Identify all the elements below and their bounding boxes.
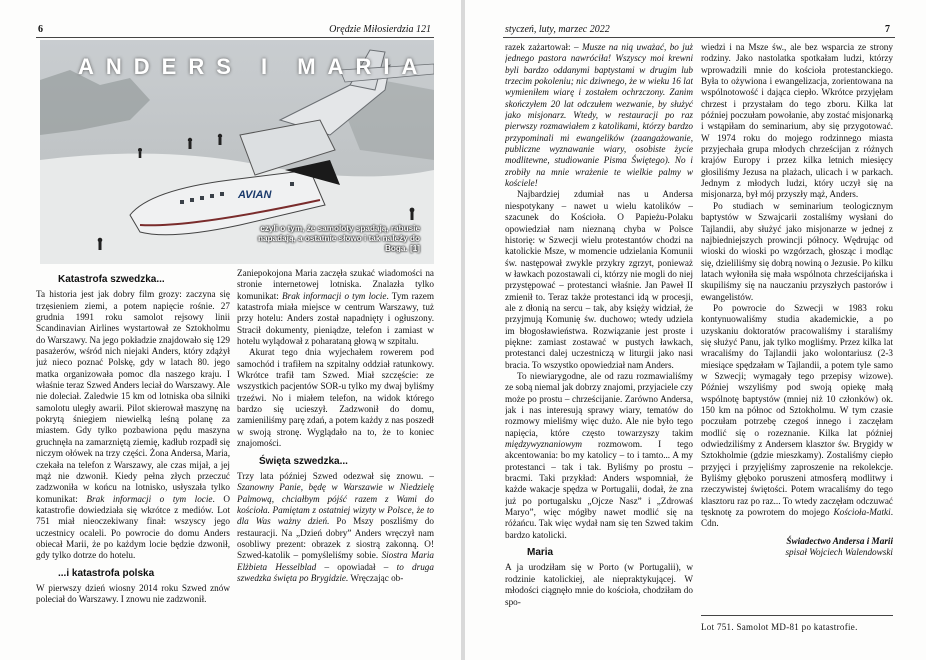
paragraph: Trzy lata później Szwed odezwał się znowu. – Szanowny Panie, będę w Warszawie w Niedzielę Palmową, chciałbym pójść razem z Wami do kościoła. Pamiętam z ostatniej wizyty w Polsce, że to dla Was ważny dzień. Po Mszy poszliśmy do restauracji. Na „Dzień dobry” Anders wręczył nam osobliwy prezent: obrazek z siostrą zakonną. O! Szwed-katolik – pomyśleliśmy sobie. Siostra Maria Elżbieta Hesselblad – opowiadał – to druga szwedzka święta po Brygidzie. Wręczając ob- — [237, 470, 434, 583]
left-column-2 — [237, 268, 434, 643]
paragraph: Po studiach w seminarium teologicznym baptystów w Szwajcarii zostaliśmy wysłani do Tajlandii, aby służyć jako misjonarze w jednej z najbiedniejszych prowincji północy. Wędrując od wioski do wioski po wzgórzach, głosząc i modląc się, dzieliliśmy się dobrą nowiną o Jezusie. Po kilku latach wyłoniła się mała wspólnota chrześcijańska i skupiliśmy się na nauczaniu przyszłych pastorów i ewangelistów. — [701, 200, 893, 302]
paragraph: Po powrocie do Szwecji w 1983 roku kontynuowaliśmy studia akademickie, a po uzyskaniu doktoratów pracowaliśmy i staraliśmy się służyć Panu, jak tylko mogliśmy. Przez kilka lat wracaliśmy do Tajlandii jako wolontariusz (2-3 miesiące spędzałam w Tajlandii, a potem tyle samo w Szwecji; wymagały tego przepisy wizowe). Później wszyliśmy pod swoją opiekę małą wspólnotę baptystów (mniej niż 10 członków) ok. 150 km na północ od Sztokholmu. W tym czasie poczułam potrzebę czegoś innego i zaczęłam modlić się o rozeznanie. Kilka lat później odwiedziliśmy z Andersem klasztor św. Brygidy w Sztokholmie (gdzie mieszkamy). Zostaliśmy ciepło przyjęci i przyjęliśmy zaproszenie na rekolekcje. Byliśmy głęboko poruszeni atmosferą modlitwy i rzeczywistej świętości. Potem wracaliśmy do tego klasztoru raz po raz... To wtedy zaczęłam odczuwać tęsknotę za powrotem do mojego Kościoła-Matki. Cdn. — [701, 302, 893, 529]
page-number: 7 — [885, 24, 890, 35]
left-page — [0, 0, 461, 660]
section-heading: Katastrofa szwedzka... — [58, 274, 165, 285]
left-column-1 — [36, 268, 230, 643]
paragraph: A ja urodziłam się w Porto (w Portugalii), w rodzinie katolickiej, ale niepraktykującej. W młodości ciągnęło mnie do kościoła, chodziłam do spo- — [505, 562, 693, 607]
paragraph: razek zażartował: – Musze na nią uważać, bo już jednego pastora nawróciła! Wszyscy moi krewni byli bardzo oddanymi baptystami w drugim lub trzecim pokoleniu; nic dziwnego, że w wieku 16 lat wymieniłem wiarę i zostałem ochrzczony. Zanim skończyłem 20 lat odczułem wezwanie, by służyć jako misjonarz. Wtedy, w restauracji po raz pierwszy rozmawiałem z katolikami, którzy bardzo przypominali mi ewangelików (zaangażowanie, publiczne wyznawanie wiary, osobiste życie modlitewne, studiowanie Pisma Świętego). No i zrobiły na mnie wrażenie te wielkie palmy w kościele! — [505, 42, 693, 189]
crash-photo — [40, 40, 434, 264]
paragraph: To niewiarygodne, ale od razu rozmawialiśmy ze sobą niemal jak dobrzy znajomi, przyjaciele czy może po prostu – chrześcijanie. Zarówno Andersa, jak i nas interesują sprawy wiary, tematów do rozmowy mieliśmy więc dużo. Ale nie było tego napięcia, które często towarzyszy takim międzywyznaniowym rozmowom. I tego akcentowania: bo my katolicy – to i tamto... A my protestanci – tak i tak. Byliśmy po prostu – bracmi. Taki przykład: Anders wspomniał, że każde wakacje spędza w Portugalii, dodał, że zna już po portugalsku „Ojcze Nasz” i „Zdrowaś Maryo”, więc mógłby nawet modlić się na różańcu. Tak więc wydał nam się ten Szwed takim bardzo katolicki. — [505, 370, 693, 540]
running-header: Orędzie Miłosierdzia 121 — [329, 24, 431, 35]
paragraph: Zaniepokojona Maria zaczęła szukać wiadomości na stronie internetowej lotniska. Znalazła tylko komunikat: Brak informacji o tym locie. Tym razem katastrofa miała miejsce w centrum Warszawy, tuż przy hotelu: Anders został napadnięty i ogłuszony. Stracił dokumenty, pieniądze, telefon i zamiast w hotelu wylądował z poharataną głową w szpitalu. — [237, 268, 434, 347]
right-column-1 — [505, 42, 693, 622]
article-title: ANDERS I MARIA — [78, 54, 430, 79]
signature: Świadectwo Andersa i Marii spisał Wojciech Walendowski — [785, 535, 893, 558]
right-page — [465, 0, 926, 660]
paragraph: wiedzi i na Msze św., ale bez wsparcia ze strony rodziny. Jako nastolatka spotkałam ludzi, którzy wprowadzili mnie do kościoła protestanckiego. Była to ożywiona i ewangelizacja, zorientowana na wspólnotowość i dająca ciepło. Wkrótce przyjęłam chrzest i przystałam do tego zboru. Kilka lat później poczułam powołanie, aby zostać misjonarką i wstąpiłam do seminarium, aby się przygotować. W 1974 roku do mojego rodzinnego miasta przyjechała grupa młodych chrześcijan z różnych krajów Europy i przez kilka letnich miesięcy głosiliśmy Jezusa na plażach, ulicach i w parkach. Jednym z młodych ludzi, który uczył się na misjonarza, był mój przyszły mąż, Anders. — [701, 42, 893, 200]
paragraph: Najbardziej zdumiał nas u Andersa niespotykany – nawet u wielu katolików – szacunek do Kościoła. O Papieżu-Polaku opowiedział nam nieznaną chyba w Polsce historię: w Szwecji wielu protestantów chodzi na katolickie Msze, w momencie udzielania Komunii św. następował zwykle przykry zgrzyt, ponieważ w ławkach pozostawali ci, którzy nie mogli do niej przystępować – protestanci właśnie. Jan Paweł II zmienił to. Teraz także protestanci idą w procesji, ale z dłonią na sercu – tak, aby księży widział, że przyjmują Komunię św. duchowo; wtedy udziela im błogosławieństwa. Rozwiązanie jest proste i piękne: zamiast zostawać w pustych ławkach, protestanci dalej uczestniczą w liturgii jako nasi bracia. To wszystko opowiedział nam Anders. — [505, 189, 693, 370]
right-column-2 — [701, 42, 893, 607]
airline-logo: AVIAN — [238, 189, 272, 201]
photo-footnote: Lot 751. Samolot MD-81 po katastrofie. — [701, 615, 893, 632]
running-header: styczeń, luty, marzec 2022 — [505, 24, 610, 35]
section-heading: ...i katastrofa polska — [58, 567, 155, 579]
header-rule — [503, 37, 895, 38]
section-heading: Maria — [527, 547, 554, 559]
paragraph: Ta historia jest jak dobry film grozy: zaczyna się trzęsieniem ziemi, a potem napięcie rośnie. 27 grudnia 1991 roku samolot rejsowy linii Scandinavian Airlines wystartował ze Sztokholmu do Warszawy. Na jego pokładzie znajdowało się 129 pasażerów, wśród nich niejaki Anders, który zdążył już nieco poznać Polskę, gdy w latach 80. jego matka organizowała pomoc dla naszego kraju. I właśnie teraz Szwed Anders leciał do Warszawy. Ale nie doleciał. Zaledwie 15 km od lotniska oba silniki samolotu uległy awarii. Pilot skierował maszynę na pokrytą śniegiem niewielką leśną polanę za miastem. Gdy tylko pozbawiona pędu maszyna gruchnęła na zamarzniętą ziemię, kadłub rozpadł się niczym ołówek na trzy części. Żona Andersa, Maria, czekała na telefon z Warszawy, ale czas mijał, a jej mąż nie dzwonił. Kiedy pełna złych przeczuć zadzwoniła w końcu na lotnisko, usłyszała tylko komunikat: Brak informacji o tym locie. O katastrofie dowiedziała się wkrótce z mediów. Lot 751 miał nieoczekiwany finał: wszyscy jego uczestnicy ocaleli. Po powrocie do domu Anders obiecał Marii, że po każdym locie będzie dzwonił, gdy tylko dotrze do hotelu. — [36, 289, 230, 561]
header-rule — [36, 37, 434, 38]
page-number: 6 — [38, 24, 43, 35]
paragraph: Akurat tego dnia wyjechałem rowerem pod samochód i trafiłem na szpitalny oddział ratunkowy. Wkrótce trafił tam Szwed. Miał szczęście: ze wszystkich pacjentów SOR-u tylko my dwaj byliśmy trzeźwi. No i miałem telefon, na widok którego bardzo się ucieszył. Zadzwonił do domu, zamieniliśmy parę zdań, a potem każdy z nas poszedł w swoją stronę. Wyglądało na to, że to koniec znajomości. — [237, 347, 434, 449]
section-heading: Święta szwedzka... — [259, 455, 348, 467]
photo-caption: czyli o tym, że samoloty spadają, rabusie napadają, a ostatnie słowo i tak należy do Boga. [1] — [258, 224, 420, 253]
paragraph: W pierwszy dzień wiosny 2014 roku Szwed znów poleciał do Warszawy. I znowu nie zadzwonił. — [36, 582, 230, 605]
